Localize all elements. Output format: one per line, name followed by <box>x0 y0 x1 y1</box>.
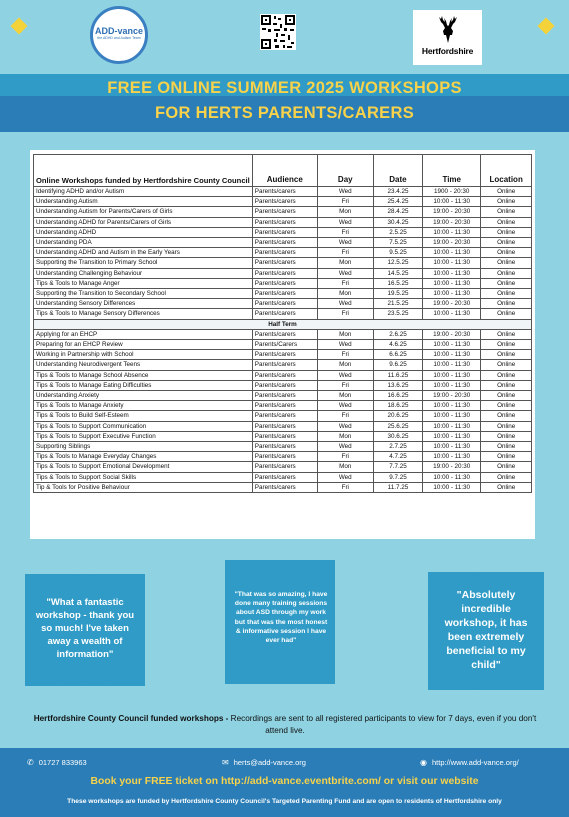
day-cell: Wed <box>317 238 373 248</box>
workshop-name-cell: Understanding Challenging Behaviour <box>34 268 253 278</box>
day-cell: Wed <box>317 299 373 309</box>
audience-cell: Parents/carers <box>252 452 317 462</box>
day-cell: Wed <box>317 268 373 278</box>
hertfordshire-logo-name: Hertfordshire <box>421 46 474 56</box>
date-cell: 11.7.25 <box>373 482 422 492</box>
audience-cell: Parents/carers <box>252 207 317 217</box>
location-cell: Online <box>481 380 532 390</box>
column-header-location: Location <box>481 155 532 187</box>
location-cell: Online <box>481 187 532 197</box>
table-row <box>34 350 532 360</box>
date-cell: 23.5.25 <box>373 309 422 319</box>
table-row <box>34 227 532 237</box>
audience-cell: Parents/carers <box>252 289 317 299</box>
audience-cell: Parents/carers <box>252 411 317 421</box>
column-header-date: Date <box>373 155 422 187</box>
day-cell: Mon <box>317 431 373 441</box>
diamond-icon <box>538 18 555 35</box>
workshop-name-cell: Tips & Tools to Manage Anger <box>34 278 253 288</box>
day-cell: Fri <box>317 248 373 258</box>
table-row <box>34 391 532 401</box>
time-cell: 19:00 - 20:30 <box>423 329 481 339</box>
column-header-day: Day <box>317 155 373 187</box>
table-row <box>34 411 532 421</box>
location-cell: Online <box>481 278 532 288</box>
testimonial-quote: "That was so amazing, I have done many training sessions about ASD through my work but that was the most honest & informative session I have ever had" <box>234 591 328 645</box>
diamond-icon <box>11 18 28 35</box>
time-cell: 10:00 - 11:30 <box>423 401 481 411</box>
workshop-name-cell: Supporting Siblings <box>34 442 253 452</box>
location-cell: Online <box>481 442 532 452</box>
location-cell: Online <box>481 401 532 411</box>
time-cell: 19:00 - 20:30 <box>423 207 481 217</box>
time-cell: 10:00 - 11:30 <box>423 431 481 441</box>
workshop-table-panel <box>30 150 535 539</box>
day-cell: Mon <box>317 462 373 472</box>
time-cell: 10:00 - 11:30 <box>423 411 481 421</box>
date-cell: 30.6.25 <box>373 431 422 441</box>
table-row <box>34 442 532 452</box>
table-row <box>34 207 532 217</box>
title-banner <box>0 74 569 132</box>
day-cell: Fri <box>317 309 373 319</box>
date-cell: 6.6.25 <box>373 350 422 360</box>
location-cell: Online <box>481 431 532 441</box>
info-text-rest: Recordings are sent to all registered participants to view for 7 days, even if you don't attend live. <box>228 714 537 735</box>
day-cell: Mon <box>317 207 373 217</box>
day-cell: Fri <box>317 350 373 360</box>
day-cell: Wed <box>317 217 373 227</box>
location-cell: Online <box>481 360 532 370</box>
contact-phone[interactable] <box>27 758 87 767</box>
location-cell: Online <box>481 258 532 268</box>
audience-cell: Parents/Carers <box>252 340 317 350</box>
table-row <box>34 401 532 411</box>
testimonial-quote: "What a fantastic workshop - thank you so much! I've taken away a wealth of information" <box>35 597 135 660</box>
location-cell: Online <box>481 452 532 462</box>
location-cell: Online <box>481 248 532 258</box>
day-cell: Mon <box>317 360 373 370</box>
audience-cell: Parents/carers <box>252 360 317 370</box>
workshop-name-cell: Understanding Sensory Differences <box>34 299 253 309</box>
location-cell: Online <box>481 329 532 339</box>
time-cell: 1900 - 20:30 <box>423 187 481 197</box>
table-row <box>34 462 532 472</box>
table-row <box>34 431 532 441</box>
workshop-name-cell: Tips & Tools to Support Executive Function <box>34 431 253 441</box>
workshop-name-cell: Tips & Tools to Manage Anxiety <box>34 401 253 411</box>
table-row <box>34 340 532 350</box>
mail-icon: ✉ <box>222 758 229 767</box>
date-cell: 4.7.25 <box>373 452 422 462</box>
day-cell: Wed <box>317 340 373 350</box>
day-cell: Fri <box>317 227 373 237</box>
audience-cell: Parents/carers <box>252 380 317 390</box>
column-header-workshop: Online Workshops funded by Hertfordshire County Council <box>34 155 253 187</box>
location-cell: Online <box>481 197 532 207</box>
time-cell: 10:00 - 11:30 <box>423 197 481 207</box>
table-row <box>34 217 532 227</box>
table-row <box>34 238 532 248</box>
day-cell: Wed <box>317 421 373 431</box>
audience-cell: Parents/carers <box>252 391 317 401</box>
date-cell: 23.4.25 <box>373 187 422 197</box>
booking-link-text[interactable]: Book your FREE ticket on http://add-vance.eventbrite.com/ or visit our website <box>90 776 479 787</box>
date-cell: 7.5.25 <box>373 238 422 248</box>
audience-cell: Parents/carers <box>252 329 317 339</box>
contact-website[interactable] <box>420 758 519 767</box>
audience-cell: Parents/carers <box>252 442 317 452</box>
page-title-line2: FOR HERTS PARENTS/CARERS <box>155 104 414 122</box>
audience-cell: Parents/carers <box>252 258 317 268</box>
date-cell: 2.6.25 <box>373 329 422 339</box>
table-row <box>34 452 532 462</box>
date-cell: 30.4.25 <box>373 217 422 227</box>
day-cell: Fri <box>317 482 373 492</box>
date-cell: 13.6.25 <box>373 380 422 390</box>
workshop-table <box>33 154 532 493</box>
location-cell: Online <box>481 462 532 472</box>
audience-cell: Parents/carers <box>252 401 317 411</box>
workshop-name-cell: Supporting the Transition to Secondary School <box>34 289 253 299</box>
table-row <box>34 248 532 258</box>
time-cell: 19:00 - 20:30 <box>423 391 481 401</box>
time-cell: 10:00 - 11:30 <box>423 289 481 299</box>
table-row <box>34 268 532 278</box>
hertfordshire-logo <box>413 10 482 65</box>
column-header-audience: Audience <box>252 155 317 187</box>
location-cell: Online <box>481 350 532 360</box>
workshop-name-cell: Tips & Tools to Manage Everyday Changes <box>34 452 253 462</box>
table-row <box>34 329 532 339</box>
audience-cell: Parents/carers <box>252 350 317 360</box>
day-cell: Mon <box>317 329 373 339</box>
time-cell: 19:00 - 20:30 <box>423 217 481 227</box>
location-cell: Online <box>481 411 532 421</box>
date-cell: 14.5.25 <box>373 268 422 278</box>
location-cell: Online <box>481 217 532 227</box>
date-cell: 9.5.25 <box>373 248 422 258</box>
table-row <box>34 258 532 268</box>
page-title-line1: FREE ONLINE SUMMER 2025 WORKSHOPS <box>107 79 462 97</box>
audience-cell: Parents/carers <box>252 187 317 197</box>
table-row <box>34 380 532 390</box>
workshop-name-cell: Identifying ADHD and/or Autism <box>34 187 253 197</box>
date-cell: 2.5.25 <box>373 227 422 237</box>
table-row <box>34 309 532 319</box>
workshop-name-cell: Tips & Tools to Support Emotional Development <box>34 462 253 472</box>
table-row <box>34 421 532 431</box>
location-cell: Online <box>481 391 532 401</box>
day-cell: Fri <box>317 452 373 462</box>
stag-icon <box>433 13 463 45</box>
workshop-name-cell: Working in Partnership with School <box>34 350 253 360</box>
time-cell: 19:00 - 20:30 <box>423 299 481 309</box>
audience-cell: Parents/carers <box>252 238 317 248</box>
globe-icon: ◉ <box>420 758 427 767</box>
time-cell: 10:00 - 11:30 <box>423 370 481 380</box>
half-term-row <box>34 319 532 329</box>
table-row <box>34 289 532 299</box>
day-cell: Fri <box>317 197 373 207</box>
location-cell: Online <box>481 370 532 380</box>
workshop-name-cell: Tips & Tools to Manage Sensory Differences <box>34 309 253 319</box>
info-text-bold: Hertfordshire County Council funded workshops - <box>33 714 229 723</box>
time-cell: 10:00 - 11:30 <box>423 350 481 360</box>
column-header-time: Time <box>423 155 481 187</box>
website-url: http://www.add-vance.org/ <box>431 758 519 767</box>
location-cell: Online <box>481 207 532 217</box>
location-cell: Online <box>481 289 532 299</box>
workshop-name-cell: Understanding Neurodivergent Teens <box>34 360 253 370</box>
table-header-row <box>34 155 532 187</box>
workshop-name-cell: Understanding Autism <box>34 197 253 207</box>
workshop-name-cell: Applying for an EHCP <box>34 329 253 339</box>
day-cell: Wed <box>317 401 373 411</box>
addvance-logo-name: ADD-vance <box>94 26 143 36</box>
contact-email[interactable] <box>222 758 306 767</box>
date-cell: 11.6.25 <box>373 370 422 380</box>
date-cell: 12.5.25 <box>373 258 422 268</box>
date-cell: 21.5.25 <box>373 299 422 309</box>
location-cell: Online <box>481 238 532 248</box>
day-cell: Wed <box>317 472 373 482</box>
time-cell: 10:00 - 11:30 <box>423 248 481 258</box>
workshop-name-cell: Understanding ADHD <box>34 227 253 237</box>
date-cell: 7.7.25 <box>373 462 422 472</box>
audience-cell: Parents/carers <box>252 472 317 482</box>
qr-code-icon <box>260 14 296 50</box>
table-body <box>34 187 532 493</box>
time-cell: 10:00 - 11:30 <box>423 380 481 390</box>
date-cell: 25.6.25 <box>373 421 422 431</box>
workshop-name-cell: Understanding Anxiety <box>34 391 253 401</box>
audience-cell: Parents/carers <box>252 299 317 309</box>
time-cell: 10:00 - 11:30 <box>423 482 481 492</box>
email-address: herts@add-vance.org <box>233 758 306 767</box>
location-cell: Online <box>481 472 532 482</box>
time-cell: 10:00 - 11:30 <box>423 227 481 237</box>
day-cell: Fri <box>317 411 373 421</box>
testimonial-quote: "Absolutely incredible workshop, it has been extremely beneficial to my child" <box>444 589 528 671</box>
audience-cell: Parents/carers <box>252 421 317 431</box>
date-cell: 19.5.25 <box>373 289 422 299</box>
workshop-name-cell: Understanding ADHD for Parents/Carers of Girls <box>34 217 253 227</box>
time-cell: 10:00 - 11:30 <box>423 452 481 462</box>
date-cell: 16.6.25 <box>373 391 422 401</box>
date-cell: 9.6.25 <box>373 360 422 370</box>
date-cell: 28.4.25 <box>373 207 422 217</box>
audience-cell: Parents/carers <box>252 217 317 227</box>
location-cell: Online <box>481 421 532 431</box>
audience-cell: Parents/carers <box>252 197 317 207</box>
workshop-name-cell: Tips & Tools to Support Communication <box>34 421 253 431</box>
location-cell: Online <box>481 268 532 278</box>
addvance-logo-tagline: the ADHD and Autism Team <box>97 36 141 40</box>
date-cell: 25.4.25 <box>373 197 422 207</box>
time-cell: 10:00 - 11:30 <box>423 472 481 482</box>
footer <box>0 748 569 817</box>
workshop-name-cell: Understanding ADHD and Autism in the Early Years <box>34 248 253 258</box>
date-cell: 20.6.25 <box>373 411 422 421</box>
time-cell: 10:00 - 11:30 <box>423 340 481 350</box>
time-cell: 10:00 - 11:30 <box>423 258 481 268</box>
time-cell: 19:00 - 20:30 <box>423 462 481 472</box>
date-cell: 9.7.25 <box>373 472 422 482</box>
table-row <box>34 299 532 309</box>
day-cell: Mon <box>317 258 373 268</box>
audience-cell: Parents/carers <box>252 462 317 472</box>
workshop-name-cell: Tips & Tools to Manage School Absence <box>34 370 253 380</box>
phone-icon: ✆ <box>27 758 34 767</box>
workshop-name-cell: Understanding Autism for Parents/Carers of Girls <box>34 207 253 217</box>
audience-cell: Parents/carers <box>252 248 317 258</box>
day-cell: Wed <box>317 187 373 197</box>
location-cell: Online <box>481 309 532 319</box>
workshop-name-cell: Understanding PDA <box>34 238 253 248</box>
time-cell: 10:00 - 11:30 <box>423 268 481 278</box>
day-cell: Mon <box>317 391 373 401</box>
audience-cell: Parents/carers <box>252 431 317 441</box>
audience-cell: Parents/carers <box>252 268 317 278</box>
workshop-name-cell: Tip & Tools for Positive Behaviour <box>34 482 253 492</box>
day-cell: Wed <box>317 442 373 452</box>
date-cell: 4.6.25 <box>373 340 422 350</box>
day-cell: Wed <box>317 370 373 380</box>
location-cell: Online <box>481 482 532 492</box>
audience-cell: Parents/carers <box>252 227 317 237</box>
time-cell: 10:00 - 11:30 <box>423 309 481 319</box>
time-cell: 19:00 - 20:30 <box>423 238 481 248</box>
addvance-logo <box>90 6 148 64</box>
location-cell: Online <box>481 340 532 350</box>
time-cell: 10:00 - 11:30 <box>423 360 481 370</box>
audience-cell: Parents/carers <box>252 482 317 492</box>
audience-cell: Parents/carers <box>252 278 317 288</box>
phone-number: 01727 833963 <box>38 758 87 767</box>
table-row <box>34 278 532 288</box>
location-cell: Online <box>481 227 532 237</box>
day-cell: Mon <box>317 289 373 299</box>
workshop-name-cell: Tips & Tools to Manage Eating Difficulties <box>34 380 253 390</box>
table-row <box>34 482 532 492</box>
workshop-name-cell: Tips & Tools to Build Self-Esteem <box>34 411 253 421</box>
audience-cell: Parents/carers <box>252 370 317 380</box>
workshop-name-cell: Preparing for an EHCP Review <box>34 340 253 350</box>
funding-statement: These workshops are funded by Hertfordshire County Council's Targeted Parenting Fund and are open to residents of Hertfordshire only <box>67 798 502 805</box>
location-cell: Online <box>481 299 532 309</box>
audience-cell: Parents/carers <box>252 309 317 319</box>
table-row <box>34 197 532 207</box>
table-row <box>34 187 532 197</box>
table-row <box>34 370 532 380</box>
time-cell: 10:00 - 11:30 <box>423 442 481 452</box>
workshop-name-cell: Tips & Tools to Support Social Skills <box>34 472 253 482</box>
date-cell: 18.6.25 <box>373 401 422 411</box>
time-cell: 10:00 - 11:30 <box>423 421 481 431</box>
day-cell: Fri <box>317 380 373 390</box>
workshop-name-cell: Supporting the Transition to Primary School <box>34 258 253 268</box>
info-text <box>30 713 540 737</box>
date-cell: 16.5.25 <box>373 278 422 288</box>
time-cell: 10:00 - 11:30 <box>423 278 481 288</box>
date-cell: 2.7.25 <box>373 442 422 452</box>
day-cell: Fri <box>317 278 373 288</box>
table-row <box>34 472 532 482</box>
table-row <box>34 360 532 370</box>
half-term-label: Half Term <box>34 319 532 329</box>
